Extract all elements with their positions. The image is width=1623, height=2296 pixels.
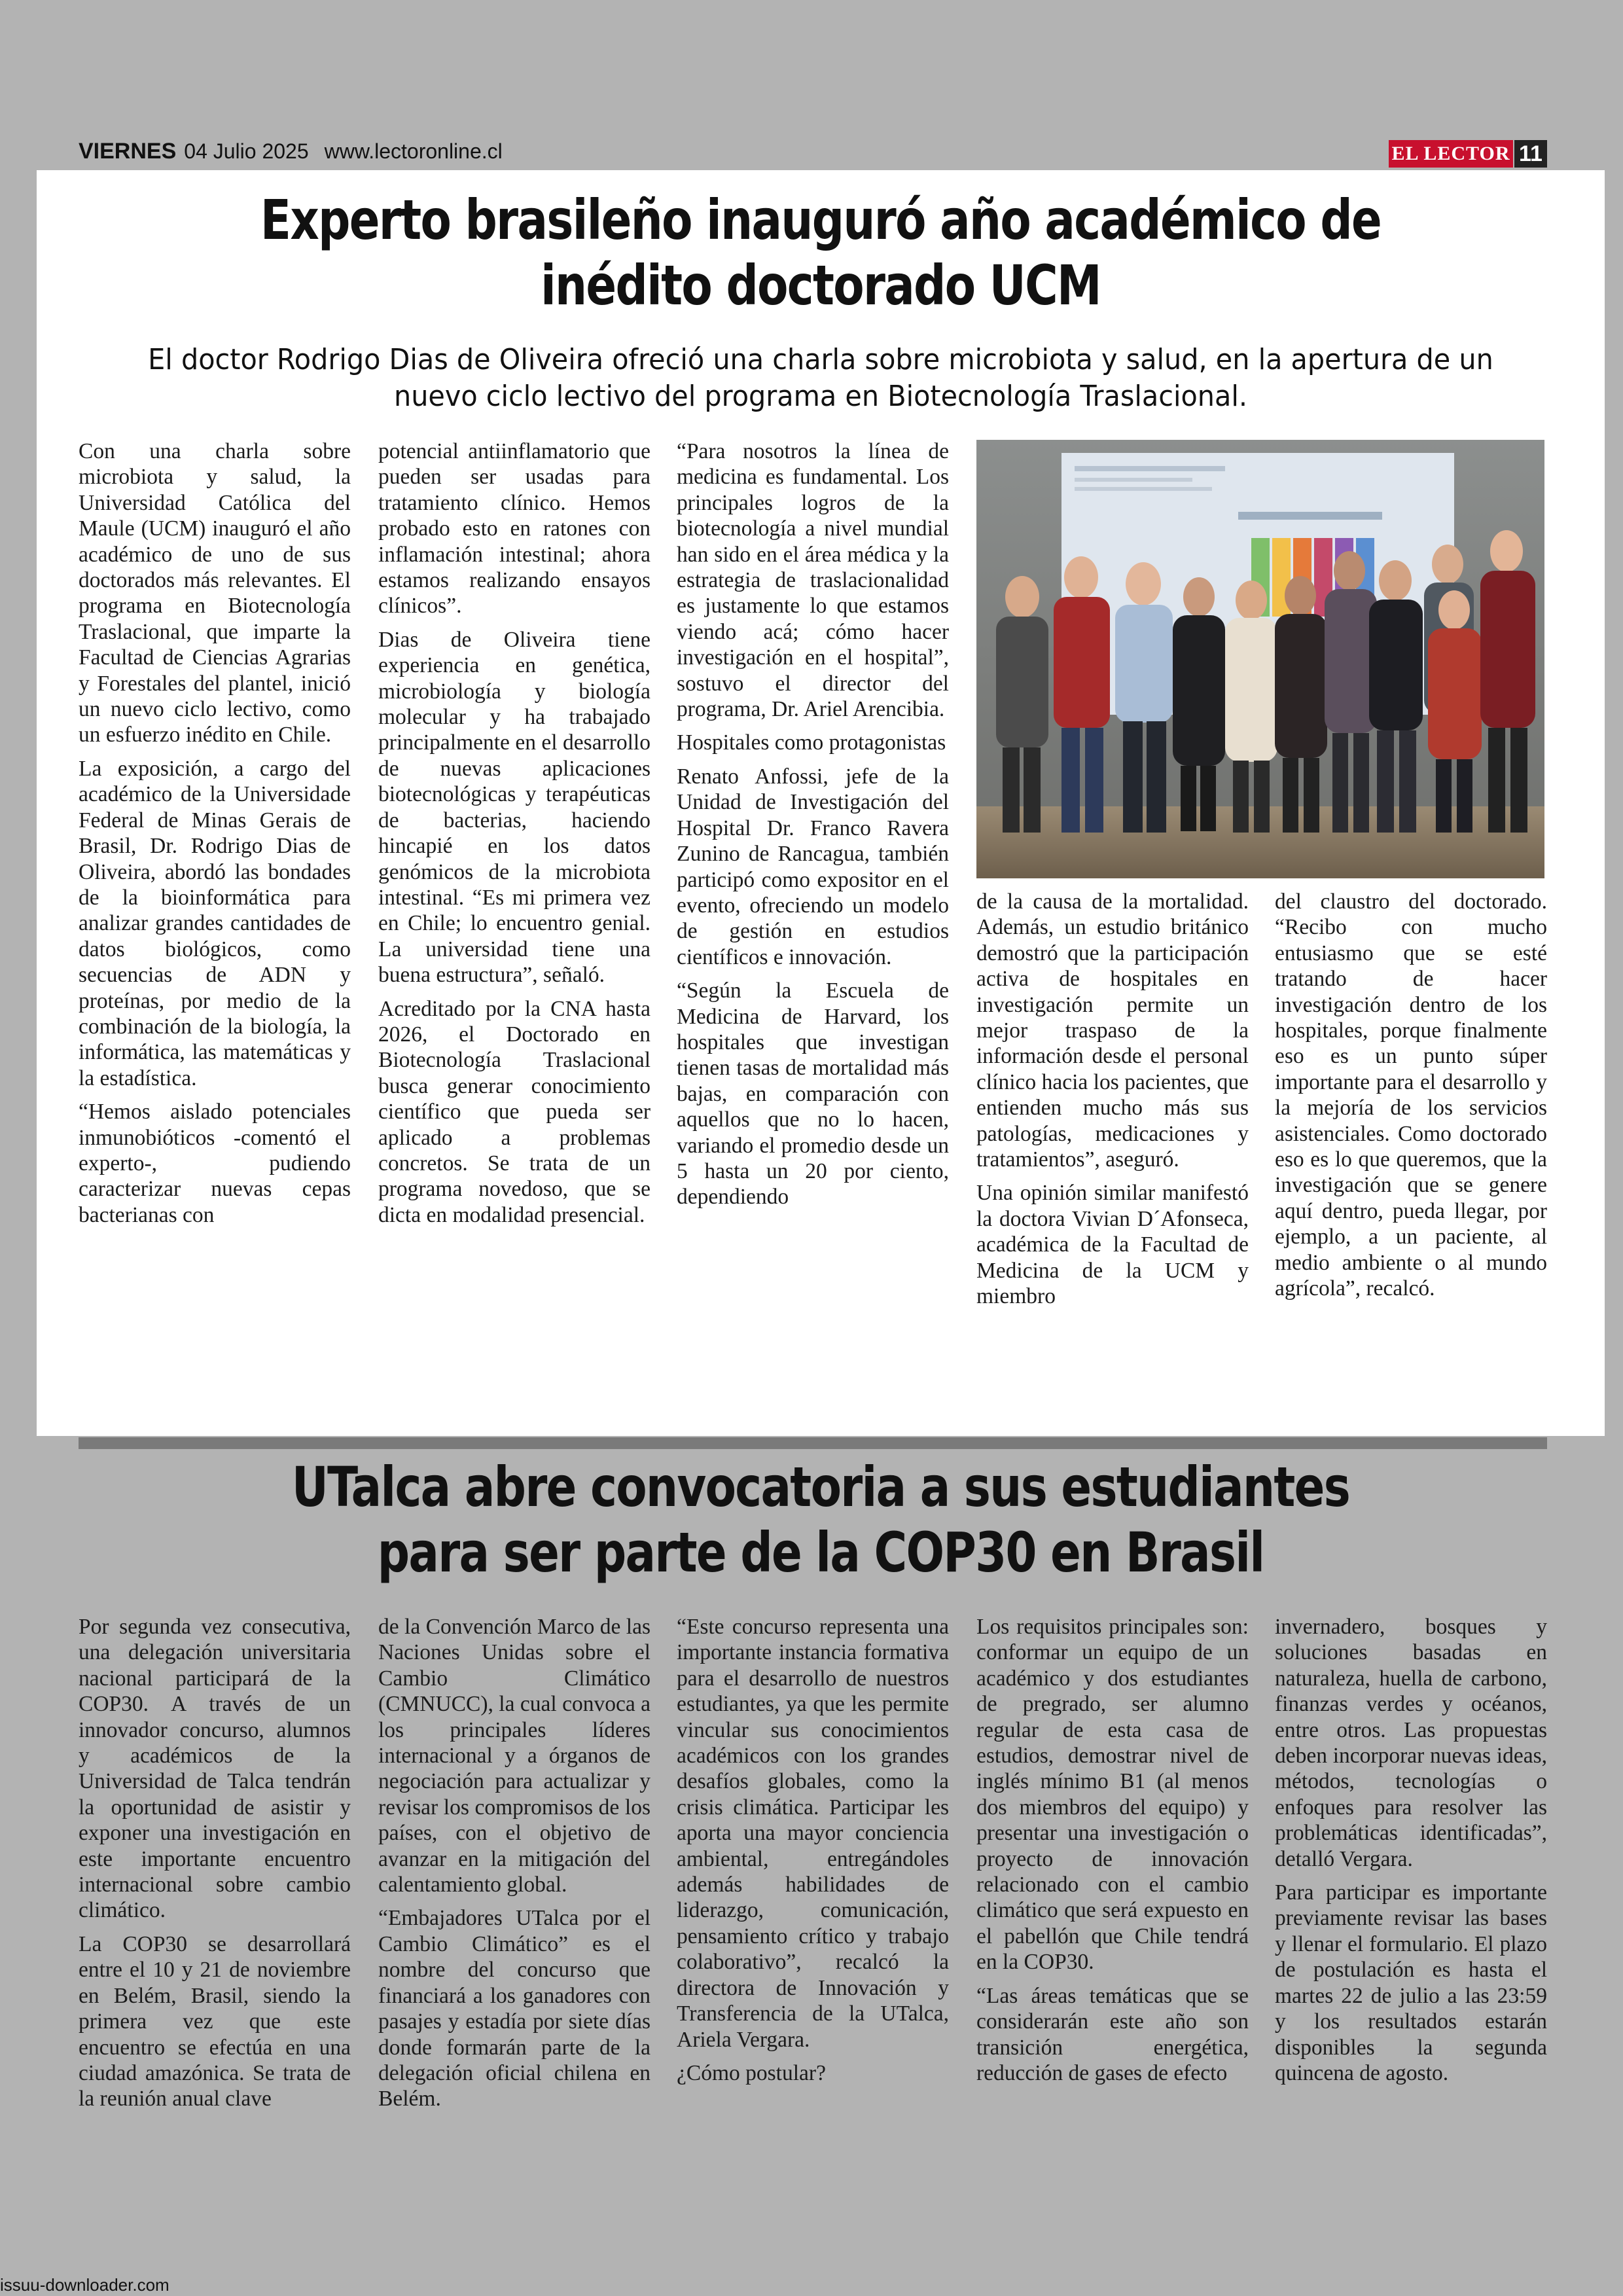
article-headline: UTalca abre convocatoria a sus estudiantes para ser parte de la COP30 en Brasil <box>291 1455 1350 1585</box>
article-column: Por segunda vez consecutiva, una delegación universitaria nacional participará de la COP30. A través de un innovador concurso, alumnos y académicos de la Universidad de Talca tendrán la oportunidad de asistir y exponer una investigación en este importante encuentro internacional sobre cambio climático. La COP30 se desarrollará entre el 10 y 21 de noviembre en Belém, Brasil, siendo la primera vez que este encuentro se efectúa en una ciudad amazónica. Se trata de la reunión anual clave <box>79 1615 351 2111</box>
page-number: 11 <box>1514 140 1547 168</box>
article-column: invernadero, bosques y soluciones basadas en naturaleza, huella de carbono, finanzas verdes y océanos, entre otros. Las propuestas deben incorporar nuevas ideas, métodos, tecnologías o enfoques para resolver las problemáticas identificadas”, detalló Vergara. Para participar es importante previamente revisar las bases y llenar el formulario. El plazo de postulación es hasta el martes 22 de julio a las 23:59 y los resultados estarán disponibles la segunda quincena de agosto. <box>1275 1615 1547 2085</box>
article-column: potencial antiinflamatorio que pueden ser usadas para tratamiento clínico. Hemos probado esto en ratones con inflamación intestinal; ahora estamos realizando ensayos clínicos”. Dias de Oliveira tiene experiencia en genética, microbiología y biología molecular y ha trabajado principalmente en el desarrollo de nuevas aplicaciones biotecnológicas y terapéuticas de bacterias, haciendo hincapié en los datos genómicos de la microbiota intestinal. “Es mi primera vez en Chile; lo encuentro genial. La universidad tiene una buena estructura”, señaló. Acreditado por la CNA hasta 2026, el Doctorado en Biotecnología Traslacional busca generar conocimiento científico que pueda ser aplicado a problemas concretos. Se trata de un programa novedoso, que se dicta en modalidad presencial. <box>378 439 651 1227</box>
article-column: de la Convención Marco de las Naciones Unidas sobre el Cambio Climático (CMNUCC), la cual convoca a los principales líderes internacional y a órganos de negociación para actualizar y revisar los compromisos de los países, con el objetivo de avanzar en la mitigación del calentamiento global. “Embajadores UTalca por el Cambio Climático” es el nombre del concurso que financiará a los ganadores con pasajes y estadía por siete días donde formarán parte de la delegación oficial chilena en Belém. <box>378 1615 651 2111</box>
article-ucm <box>37 170 1605 1436</box>
source-credit: issuu-downloader.com <box>0 2275 169 2295</box>
group-photo-image <box>976 440 1544 878</box>
article-column: Con una charla sobre microbiota y salud, la Universidad Católica del Maule (UCM) inauguró el año académico de uno de sus doctorados más relevantes. El programa en Biotecnología Traslacional, que imparte la Facultad de Ciencias Agrarias y Forestales del plantel, inició un nuevo ciclo lectivo, como un esfuerzo inédito en Chile. La exposición, a cargo del académico de la Universidade Federal de Minas Gerais de Brasil, Dr. Rodrigo Dias de Oliveira, abordó las bondades de la bioinformática para analizar grandes cantidades de datos biológicos, como secuencias de ADN y proteínas, por medio de la combinación de la biología, la informática, las matemáticas y la estadística. “Hemos aislado potenciales inmunobióticos -comentó el experto-, pudiendo caracterizar nuevas cepas bacterianas con <box>79 439 351 1227</box>
header-date: 04 Julio 2025 <box>184 139 309 163</box>
article-column: Los requisitos principales son: conformar un equipo de un académico y dos estudiantes de pregrado, ser alumno regular de esta casa de estudios, demostrar nivel de inglés mínimo B1 (al menos dos miembros del equipo) y presentar una investigación o proyecto de innovación relacionado con el cambio climático que será expuesto en el pabellón que Chile tendrá en la COP30. “Las áreas temáticas que se considerarán este año son transición energética, reducción de gases de efecto <box>976 1615 1249 2085</box>
group-photo <box>976 440 1544 878</box>
newspaper-logo: EL LECTOR <box>1389 140 1513 168</box>
article-column: del claustro del doctorado. “Recibo con mucho entusiasmo que se esté tratando de hacer investigación dentro de los hospitales, porque finalmente eso es un punto súper importante para el desarrollo y la mejoría de los servicios asistenciales. Como doctorado eso es lo que queremos, que la investigación que se genere aquí dentro, pueda llegar, por ejemplo, a un paciente, al medio ambiente o al mundo agrícola”, recalcó. <box>1275 889 1547 1301</box>
article-column: “Este concurso representa una importante instancia formativa para el desarrollo de nuestros estudiantes, ya que les permite vincular sus conocimientos académicos con los grandes desafíos globales, como la crisis climática. Participar les aporta una mayor conciencia ambiental, entregándoles además habilidades de liderazgo, comunicación, pensamiento crítico y trabajo colaborativo”, recalcó la directora de Innovación y Transferencia de la UTalca, Ariela Vergara. ¿Cómo postular? <box>677 1615 949 2085</box>
section-divider <box>79 1437 1547 1449</box>
header-website: www.lectoronline.cl <box>324 139 503 163</box>
article-deck: El doctor Rodrigo Dias de Oliveira ofreció una charla sobre microbiota y salud, en la apertura de un nuevo ciclo lectivo del programa en Biotecnología Traslacional. <box>148 343 1493 413</box>
article-headline: Experto brasileño inauguró año académico de inédito doctorado UCM <box>260 188 1382 317</box>
article-column: “Para nosotros la línea de medicina es fundamental. Los principales logros de la biotecnología a nivel mundial han sido en el área médica y la estrategia de traslacionalidad es justamente lo que estamos viendo acá; cómo hacer investigación en el hospital”, sostuvo el director del programa, Dr. Ariel Arencibia. Hospitales como protagonistas Renato Anfossi, jefe de la Unidad de Investigación del Hospital Dr. Franco Ravera Zunino de Rancagua, también participó como expositor en el evento, ofreciendo un modelo de gestión en estudios científicos e innovación. “Según la Escuela de Medicina de Harvard, los hospitales que investigan tienen tasas de mortalidad más bajas, en comparación con aquellos que no lo hacen, variando el promedio desde un 5 hasta un 20 por ciento, dependiendo <box>677 439 949 1210</box>
page-header <box>79 139 503 168</box>
article-column: de la causa de la mortalidad. Además, un estudio británico demostró que la participación activa de hospitales en investigación permite un mejor traspaso de la información desde el personal clínico hacia los pacientes, que entienden mucho más sus patologías, medicaciones y tratamientos”, aseguró. Una opinión similar manifestó la doctora Vivian D´Afonseca, académica de la Facultad de Medicina de la UCM y miembro <box>976 889 1249 1309</box>
header-day: VIERNES <box>79 139 177 164</box>
